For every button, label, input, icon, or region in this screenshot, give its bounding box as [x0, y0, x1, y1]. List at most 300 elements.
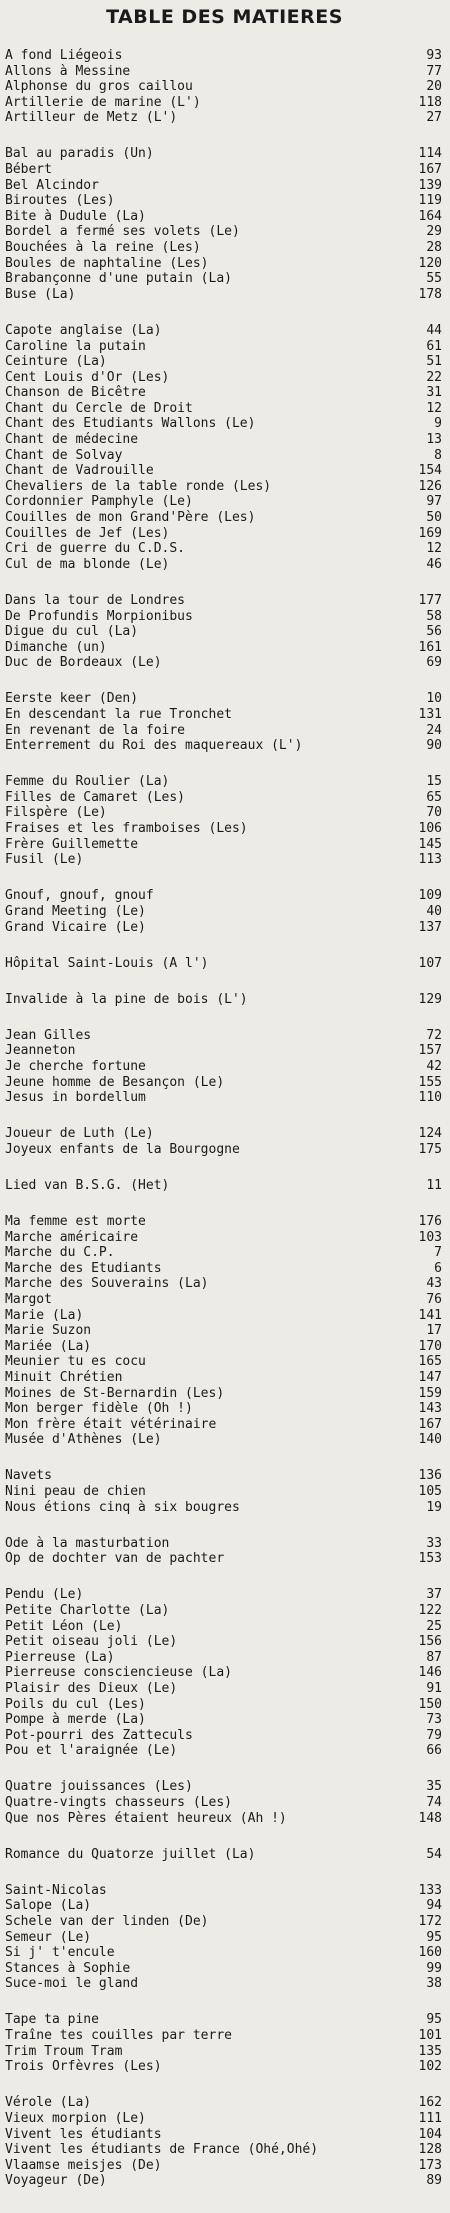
entry-title: Jeanneton — [5, 1043, 76, 1059]
entry-page-number: 161 — [418, 639, 442, 655]
toc-entry — [5, 837, 444, 853]
toc-entry — [5, 1779, 444, 1795]
toc-group — [5, 593, 444, 671]
toc-entry — [5, 541, 444, 557]
entry-page-number: 12 — [426, 400, 442, 416]
toc-entry — [5, 448, 444, 464]
entry-page-number: 129 — [418, 991, 442, 1007]
toc-entry — [5, 1619, 444, 1635]
entry-page-number: 176 — [418, 1214, 442, 1230]
entry-title: Musée d'Athènes (Le) — [5, 1432, 162, 1448]
toc-entry — [5, 1075, 444, 1091]
toc-entry — [5, 1090, 444, 1106]
entry-title: Gnouf, gnouf, gnouf — [5, 888, 154, 904]
toc-entry — [5, 385, 444, 401]
entry-page-number: 146 — [418, 1665, 442, 1681]
toc-entry — [5, 79, 444, 95]
toc-entry — [5, 110, 444, 126]
entry-page-number: 106 — [418, 821, 442, 837]
entry-title: Marche du C.P. — [5, 1245, 115, 1261]
toc-group — [5, 1468, 444, 1515]
toc-entry — [5, 64, 444, 80]
entry-title: Eerste keer (Den) — [5, 691, 139, 707]
entry-page-number: 167 — [418, 162, 442, 178]
toc-entry — [5, 1811, 444, 1827]
toc-entry — [5, 992, 444, 1008]
entry-title: Si j' t'encule — [5, 1945, 115, 1961]
entry-title: Stances à Sophie — [5, 1960, 131, 1976]
entry-title: En descendant la rue Tronchet — [5, 706, 232, 722]
toc-entry — [5, 655, 444, 671]
entry-page-number: 11 — [426, 1177, 442, 1193]
toc-entry — [5, 494, 444, 510]
entry-page-number: 99 — [426, 1960, 442, 1976]
entry-title: Vieux morpion (Le) — [5, 2110, 146, 2126]
entry-title: Chanson de Bicêtre — [5, 385, 146, 401]
toc-entry — [5, 2095, 444, 2111]
entry-page-number: 22 — [426, 369, 442, 385]
entry-title: Pierreuse consciencieuse (La) — [5, 1665, 232, 1681]
entry-title: Enterrement du Roi des maquereaux (L') — [5, 738, 303, 754]
entry-page-number: 107 — [418, 955, 442, 971]
entry-page-number: 24 — [426, 722, 442, 738]
toc-group — [5, 146, 444, 302]
entry-page-number: 135 — [418, 2043, 442, 2059]
entry-page-number: 95 — [426, 2012, 442, 2028]
toc-entry — [5, 1743, 444, 1759]
entry-title: Jean Gilles — [5, 1027, 92, 1043]
entry-title: Artilleur de Metz (L') — [5, 110, 178, 126]
entry-page-number: 128 — [418, 2142, 442, 2158]
entry-title: Joyeux enfants de la Bourgogne — [5, 1141, 240, 1157]
toc-group — [5, 956, 444, 972]
page-title: TABLE DES MATIERES — [106, 6, 343, 28]
toc-entry — [5, 852, 444, 868]
toc-entry — [5, 557, 444, 573]
toc-entry — [5, 593, 444, 609]
toc-group — [5, 1126, 444, 1157]
toc-entry — [5, 1712, 444, 1728]
entry-page-number: 169 — [418, 525, 442, 541]
toc-entry — [5, 1339, 444, 1355]
toc-entry — [5, 774, 444, 790]
toc-group — [5, 48, 444, 126]
entry-title: Je cherche fortune — [5, 1058, 146, 1074]
entry-page-number: 33 — [426, 1535, 442, 1551]
entry-page-number: 124 — [418, 1126, 442, 1142]
entry-page-number: 38 — [426, 1976, 442, 1992]
entry-title: Petit Léon (Le) — [5, 1618, 123, 1634]
toc-group — [5, 2095, 444, 2189]
entry-page-number: 118 — [418, 94, 442, 110]
toc-entry — [5, 2158, 444, 2174]
entry-title: Petite Charlotte (La) — [5, 1603, 170, 1618]
entry-title: Cent Louis d'Or (Les) — [5, 369, 170, 385]
entry-title: Salope (La) — [5, 1898, 92, 1914]
entry-page-number: 40 — [426, 903, 442, 919]
toc-entry — [5, 790, 444, 806]
toc-entry — [5, 888, 444, 904]
entry-title: Suce-moi le gland — [5, 1976, 139, 1992]
entry-title: Romance du Quatorze juillet (La) — [5, 1846, 256, 1862]
entry-page-number: 43 — [426, 1276, 442, 1292]
entry-title: Grand Meeting (Le) — [5, 903, 146, 919]
entry-page-number: 177 — [418, 592, 442, 608]
entry-title: Ma femme est morte — [5, 1214, 146, 1230]
toc-entry — [5, 1245, 444, 1261]
toc-entry — [5, 1914, 444, 1930]
entry-page-number: 172 — [418, 1914, 442, 1929]
entry-title: Pierreuse (La) — [5, 1649, 115, 1665]
toc-group — [5, 1847, 444, 1863]
entry-title: Meunier tu es cocu — [5, 1354, 146, 1370]
entry-page-number: 137 — [418, 919, 442, 935]
entry-title: Marche des Etudiants — [5, 1260, 162, 1276]
toc-entry — [5, 510, 444, 526]
toc-entry — [5, 1795, 444, 1811]
toc-entry — [5, 48, 444, 64]
entry-page-number: 6 — [434, 1260, 442, 1276]
toc-entry — [5, 1536, 444, 1552]
entry-title: Invalide à la pine de bois (L') — [5, 991, 248, 1007]
toc-group — [5, 2012, 444, 2074]
entry-title: Quatre jouissances (Les) — [5, 1779, 193, 1795]
toc-entry — [5, 1603, 444, 1619]
entry-title: Buse (La) — [5, 286, 76, 302]
entry-title: Fraises et les framboises (Les) — [5, 821, 248, 837]
entry-title: De Profundis Morpionibus — [5, 608, 193, 624]
toc-entry — [5, 339, 444, 355]
entry-title: Voyageur (De) — [5, 2173, 107, 2189]
entry-page-number: 28 — [426, 240, 442, 256]
entry-title: Duc de Bordeaux (Le) — [5, 655, 162, 671]
entry-page-number: 97 — [426, 494, 442, 510]
entry-title: Marie (La) — [5, 1307, 84, 1323]
toc-entry — [5, 1386, 444, 1402]
toc-entry — [5, 1028, 444, 1044]
entry-page-number: 153 — [418, 1551, 442, 1567]
entry-title: Caroline la putain — [5, 338, 146, 354]
toc-entry — [5, 2012, 444, 2028]
entry-page-number: 147 — [418, 1369, 442, 1385]
toc-entry — [5, 1142, 444, 1158]
entry-title: Alphonse du gros caillou — [5, 79, 193, 95]
entry-page-number: 113 — [418, 852, 442, 868]
toc-entry — [5, 624, 444, 640]
entry-title: A fond Liégeois — [5, 48, 123, 63]
entry-title: Petit oiseau joli (Le) — [5, 1634, 178, 1650]
entry-title: Bite à Dudule (La) — [5, 208, 146, 224]
entry-title: Cordonnier Pamphyle (Le) — [5, 494, 193, 510]
toc-group — [5, 1587, 444, 1759]
entry-title: Hôpital Saint-Louis (A l') — [5, 955, 209, 971]
entry-page-number: 110 — [418, 1090, 442, 1106]
entry-page-number: 15 — [426, 774, 442, 790]
toc-entry — [5, 146, 444, 162]
toc-entry — [5, 2044, 444, 2060]
toc-entry — [5, 805, 444, 821]
toc-entry — [5, 224, 444, 240]
toc-group — [5, 1779, 444, 1826]
toc-entry — [5, 691, 444, 707]
entry-page-number: 70 — [426, 805, 442, 821]
toc-entry — [5, 463, 444, 479]
entry-title: Margot — [5, 1292, 52, 1307]
entry-title: Vivent les étudiants — [5, 2126, 162, 2142]
entry-title: Marie Suzon — [5, 1323, 92, 1339]
entry-page-number: 164 — [418, 208, 442, 224]
entry-title: Mariée (La) — [5, 1338, 92, 1354]
toc-entry — [5, 256, 444, 272]
toc-entry — [5, 1883, 444, 1899]
entry-title: Brabançonne d'une putain (La) — [5, 271, 232, 287]
entry-title: Plaisir des Dieux (Le) — [5, 1680, 178, 1696]
entry-page-number: 91 — [426, 1680, 442, 1696]
toc-entry — [5, 209, 444, 225]
entry-page-number: 126 — [418, 478, 442, 494]
entry-page-number: 131 — [418, 706, 442, 722]
entry-title: Couilles de Jef (Les) — [5, 525, 170, 541]
toc-entry — [5, 707, 444, 723]
entry-title: Ceinture (La) — [5, 354, 107, 370]
toc-entry — [5, 1261, 444, 1277]
entry-page-number: 170 — [418, 1338, 442, 1354]
toc-group — [5, 1883, 444, 1992]
entry-title: Bébert — [5, 162, 52, 178]
toc-group — [5, 1536, 444, 1567]
entry-title: Marche américaire — [5, 1229, 139, 1245]
toc-entry — [5, 162, 444, 178]
entry-title: Mon frère était vétérinaire — [5, 1416, 217, 1432]
entry-title: Schele van der linden (De) — [5, 1914, 209, 1929]
toc-entry — [5, 1728, 444, 1744]
entry-page-number: 79 — [426, 1727, 442, 1743]
toc-entry — [5, 1634, 444, 1650]
entry-page-number: 101 — [418, 2028, 442, 2044]
entry-page-number: 12 — [426, 541, 442, 557]
toc-entry — [5, 821, 444, 837]
entry-page-number: 89 — [426, 2173, 442, 2189]
entry-title: Tape ta pine — [5, 2012, 99, 2028]
entry-page-number: 133 — [418, 1882, 442, 1898]
entry-title: Filles de Camaret (Les) — [5, 789, 186, 805]
entry-title: En revenant de la foire — [5, 722, 186, 738]
toc-entry — [5, 1401, 444, 1417]
toc-entry — [5, 354, 444, 370]
entry-title: Bouchées à la reine (Les) — [5, 240, 201, 256]
entry-page-number: 157 — [418, 1043, 442, 1059]
entry-page-number: 65 — [426, 789, 442, 805]
entry-title: Ode à la masturbation — [5, 1535, 170, 1551]
entry-title: Poils du cul (Les) — [5, 1696, 146, 1712]
toc-entry — [5, 193, 444, 209]
entry-page-number: 90 — [426, 738, 442, 754]
entry-page-number: 154 — [418, 463, 442, 479]
entry-title: Pendu (Le) — [5, 1587, 84, 1603]
entry-title: Nous étions cinq à six bougres — [5, 1499, 240, 1515]
entry-page-number: 165 — [418, 1354, 442, 1370]
entry-title: Semeur (Le) — [5, 1929, 92, 1945]
entry-page-number: 160 — [418, 1945, 442, 1961]
entry-title: Chant de médecine — [5, 432, 139, 448]
toc-entry — [5, 178, 444, 194]
toc-group — [5, 1214, 444, 1448]
toc-entry — [5, 1665, 444, 1681]
toc-entry — [5, 1059, 444, 1075]
entry-page-number: 76 — [426, 1292, 442, 1307]
toc-entry — [5, 2127, 444, 2143]
toc-entry — [5, 640, 444, 656]
toc-entry — [5, 1323, 444, 1339]
toc-entry — [5, 1432, 444, 1448]
entry-title: Quatre-vingts chasseurs (Les) — [5, 1795, 232, 1811]
entry-title: Minuit Chrétien — [5, 1369, 123, 1385]
entry-page-number: 66 — [426, 1743, 442, 1759]
entry-page-number: 35 — [426, 1779, 442, 1795]
entry-page-number: 74 — [426, 1795, 442, 1811]
entry-page-number: 69 — [426, 655, 442, 671]
entry-page-number: 141 — [418, 1307, 442, 1323]
entry-page-number: 42 — [426, 1058, 442, 1074]
toc-entry — [5, 2173, 444, 2189]
entry-page-number: 95 — [426, 1929, 442, 1945]
entry-page-number: 77 — [426, 63, 442, 79]
entry-title: Vivent les étudiants de France (Ohé,Ohé) — [5, 2142, 319, 2158]
entry-page-number: 8 — [434, 447, 442, 463]
entry-title: Chant des Etudiants Wallons (Le) — [5, 416, 256, 432]
entry-page-number: 7 — [434, 1245, 442, 1261]
entry-title: Bordel a fermé ses volets (Le) — [5, 224, 240, 240]
toc-entry — [5, 95, 444, 111]
toc-entry — [5, 370, 444, 386]
toc-entry — [5, 1587, 444, 1603]
toc-entry — [5, 1484, 444, 1500]
entry-title: Joueur de Luth (Le) — [5, 1126, 154, 1142]
entry-title: Chevaliers de la table ronde (Les) — [5, 478, 272, 494]
entry-page-number: 31 — [426, 385, 442, 401]
toc-entry — [5, 1308, 444, 1324]
entry-title: Pompe à merde (La) — [5, 1712, 146, 1728]
toc-entry — [5, 1930, 444, 1946]
toc-entry — [5, 1945, 444, 1961]
entry-page-number: 13 — [426, 432, 442, 448]
entry-title: Trois Orfèvres (Les) — [5, 2059, 162, 2075]
entry-page-number: 178 — [418, 286, 442, 302]
entry-page-number: 148 — [418, 1810, 442, 1826]
toc-entry — [5, 1292, 444, 1308]
entry-page-number: 156 — [418, 1634, 442, 1650]
toc-entry — [5, 2059, 444, 2075]
entry-page-number: 120 — [418, 255, 442, 271]
entry-page-number: 111 — [418, 2110, 442, 2126]
toc-entry — [5, 904, 444, 920]
entry-page-number: 17 — [426, 1323, 442, 1339]
entry-page-number: 136 — [418, 1468, 442, 1484]
toc-entry — [5, 723, 444, 739]
entry-title: Bal au paradis (Un) — [5, 146, 154, 162]
entry-title: Boules de naphtaline (Les) — [5, 255, 209, 271]
entry-page-number: 173 — [418, 2157, 442, 2173]
toc-entry — [5, 401, 444, 417]
toc-entry — [5, 1961, 444, 1977]
toc-group — [5, 691, 444, 753]
entry-page-number: 73 — [426, 1712, 442, 1728]
entry-title: Pot-pourri des Zatteculs — [5, 1727, 193, 1743]
toc-entry — [5, 1043, 444, 1059]
toc-list — [5, 48, 444, 2189]
toc-entry — [5, 271, 444, 287]
toc-entry — [5, 2142, 444, 2158]
entry-title: Mon berger fidèle (Oh !) — [5, 1401, 193, 1417]
toc-entry — [5, 1681, 444, 1697]
toc-entry — [5, 2028, 444, 2044]
entry-page-number: 104 — [418, 2126, 442, 2142]
entry-page-number: 72 — [426, 1027, 442, 1043]
toc-entry — [5, 1354, 444, 1370]
entry-page-number: 159 — [418, 1385, 442, 1401]
toc-entry — [5, 1370, 444, 1386]
toc-group — [5, 1028, 444, 1106]
entry-page-number: 140 — [418, 1432, 442, 1448]
entry-page-number: 10 — [426, 691, 442, 707]
entry-page-number: 162 — [418, 2095, 442, 2111]
entry-page-number: 109 — [418, 888, 442, 904]
toc-entry — [5, 1697, 444, 1713]
toc-entry — [5, 920, 444, 936]
entry-page-number: 19 — [426, 1499, 442, 1515]
toc-entry — [5, 416, 444, 432]
toc-entry — [5, 738, 444, 754]
toc-entry — [5, 240, 444, 256]
toc-entry — [5, 1650, 444, 1666]
entry-title: Jeune homme de Besançon (Le) — [5, 1074, 225, 1090]
entry-title: Vlaamse meisjes (De) — [5, 2157, 162, 2173]
toc-group — [5, 1178, 444, 1194]
toc-entry — [5, 609, 444, 625]
entry-title: Pou et l'araignée (Le) — [5, 1743, 178, 1759]
entry-page-number: 119 — [418, 193, 442, 209]
toc-entry — [5, 432, 444, 448]
entry-title: Navets — [5, 1468, 52, 1484]
toc-entry — [5, 1126, 444, 1142]
entry-title: Moines de St-Bernardin (Les) — [5, 1385, 225, 1401]
toc-entry — [5, 287, 444, 303]
entry-title: Marche des Souverains (La) — [5, 1276, 209, 1292]
entry-page-number: 155 — [418, 1074, 442, 1090]
entry-title: Trim Troum Tram — [5, 2043, 123, 2059]
entry-page-number: 25 — [426, 1618, 442, 1634]
toc-entry — [5, 1178, 444, 1194]
entry-page-number: 122 — [418, 1603, 442, 1618]
toc-entry — [5, 1976, 444, 1992]
entry-page-number: 37 — [426, 1587, 442, 1603]
entry-title: Allons à Messine — [5, 63, 131, 79]
entry-title: Op de dochter van de pachter — [5, 1551, 225, 1567]
toc-entry — [5, 1847, 444, 1863]
toc-entry — [5, 956, 444, 972]
entry-page-number: 54 — [426, 1846, 442, 1862]
entry-title: Que nos Pères étaient heureux (Ah !) — [5, 1810, 287, 1826]
toc-entry — [5, 1276, 444, 1292]
entry-page-number: 44 — [426, 322, 442, 338]
entry-title: Lied van B.S.G. (Het) — [5, 1177, 170, 1193]
entry-page-number: 102 — [418, 2059, 442, 2075]
entry-page-number: 139 — [418, 177, 442, 193]
entry-title: Couilles de mon Grand'Père (Les) — [5, 510, 256, 526]
entry-title: Chant de Vadrouille — [5, 463, 154, 479]
toc-entry — [5, 1214, 444, 1230]
entry-title: Chant de Solvay — [5, 447, 123, 463]
